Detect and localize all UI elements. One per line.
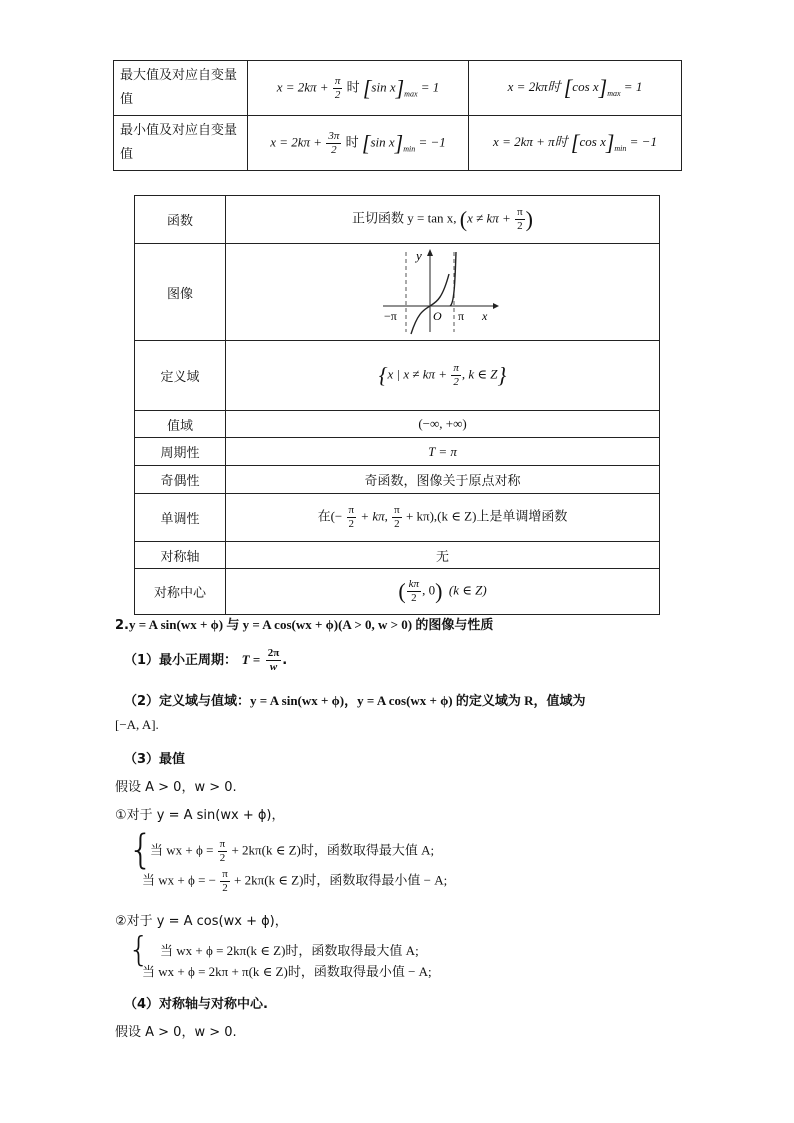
table-row [135,438,660,466]
sin-min-formula: x = 2kπ + $\frac{3\pi}{2}$ 时 [sin $x]_{min} = -1$ [248,116,469,171]
fraction: $\frac{2\pi}{w}$ [267,647,280,673]
table-row [114,116,682,171]
fraction: $\frac{k\pi}{2}$ [408,578,420,604]
fraction: $\frac{\pi}{2}$ [517,206,523,232]
case1-min: 当 wx + ϕ = − $\frac{\pi}{2}$ + 2kπ(k ∈ Z)时，函数取得最小值 − A; [142,868,448,894]
y-axis-label: y [415,248,422,263]
case2-min: 当 wx + ϕ = 2kπ + π(k ∈ Z)时，函数取得最小值 − A; [142,964,432,979]
row-label: 周期性 [135,438,226,466]
fraction: $\frac{\pi}{2}$ [453,362,459,388]
domain-cell: {x | x ≠ kπ + $\frac{\pi}{2}$ , k ∈ Z} [226,341,660,411]
fraction: $\frac{3\pi}{2}$ [328,129,340,156]
section-heading: 2.y = A sin(wx + ϕ) 与 y = A cos(wx + ϕ)(A > 0, w > 0) 的图像与性质 [115,617,494,633]
fraction: $\frac{\pi}{2}$ [394,504,400,530]
neg-pi-label: −π [383,309,397,323]
table-row [135,341,660,411]
tangent-properties-table [134,195,660,615]
table-row [135,196,660,244]
assumption-text-2: 假设 A > 0，w > 0. [115,1025,237,1040]
row-label: 定义域 [135,341,226,411]
fraction: $\frac{\pi}{2}$ [219,838,226,864]
graph-cell [226,244,660,341]
table-row [135,466,660,494]
axis-cell: 无 [226,542,660,569]
row-label: 最小值及对应自变量值 [114,116,248,171]
row-label: 单调性 [135,494,226,542]
origin-label: O [432,309,442,323]
center-cell: ( $\frac{k\pi}{2}$ , 0) (k ∈ Z) [226,569,660,615]
fraction: $\frac{\pi}{2}$ [348,504,355,530]
cos-max-formula: x = 2kπ时 [cos $x]_{max} = 1$ [469,61,682,116]
row-label: 最大值及对应自变量值 [114,61,248,116]
table-row [135,244,660,341]
function-cell: 正切函数 y = tan x, (x ≠ kπ + $\frac{\pi}{2}$ ) [226,196,660,244]
symmetry-heading: （4）对称轴与对称中心. [124,997,268,1012]
fraction: $\frac{\pi}{2}$ [222,868,228,894]
period-paragraph: （1）最小正周期： T = $\frac{2\pi}{w}$ . [124,647,288,673]
row-label: 图像 [135,244,226,341]
table-row [135,569,660,615]
table-row [135,411,660,438]
extrema-heading: （3）最值 [124,752,186,767]
domain-range-paragraph: （2）定义域与值域：y = A sin(wx + ϕ)，y = A cos(wx + ϕ) 的定义域为 R，值域为 [124,693,586,709]
row-label: 值域 [135,411,226,438]
row-label: 对称中心 [135,569,226,615]
sin-max-formula: x = 2kπ + $\frac{\pi}{2}$ 时 [sin $x]_{max} = 1$ [248,61,469,116]
row-label: 对称轴 [135,542,226,569]
case2-intro: ②对于 y = A cos(wx + ϕ)， [115,914,288,929]
period-cell: T = π [226,438,660,466]
row-label: 奇偶性 [135,466,226,494]
extrema-table [113,60,682,171]
case1-max: 当 wx + ϕ = $\frac{\pi}{2}$ + 2kπ(k ∈ Z)时，函数取得最大值 A; [150,838,435,864]
fraction: $\frac{\pi}{2}$ [334,74,341,101]
case1-intro: ①对于 y = A sin(wx + ϕ)， [115,808,285,823]
range-value: [−A, A]. [115,717,159,732]
x-axis-label: x [481,309,487,323]
parity-cell: 奇函数，图像关于原点对称 [226,466,660,494]
pos-pi-label: π [457,309,464,323]
cos-min-formula: x = 2kπ + π时 [cos $x]_{min} = -1$ [469,116,682,171]
case2-max: 当 wx + ϕ = 2kπ(k ∈ Z)时，函数取得最大值 A; [160,943,419,958]
table-row [114,61,682,116]
row-label: 函数 [135,196,226,244]
monotonicity-cell: 在(− $\frac{\pi}{2}$ + kπ, $\frac{\pi}{2}$ + kπ),(k ∈ Z)上是单调增函数 [226,494,660,542]
tangent-graph [378,244,508,336]
assumption-text: 假设 A > 0，w > 0. [115,780,237,795]
range-cell: (−∞, +∞) [226,411,660,438]
table-row [135,494,660,542]
table-row [135,542,660,569]
